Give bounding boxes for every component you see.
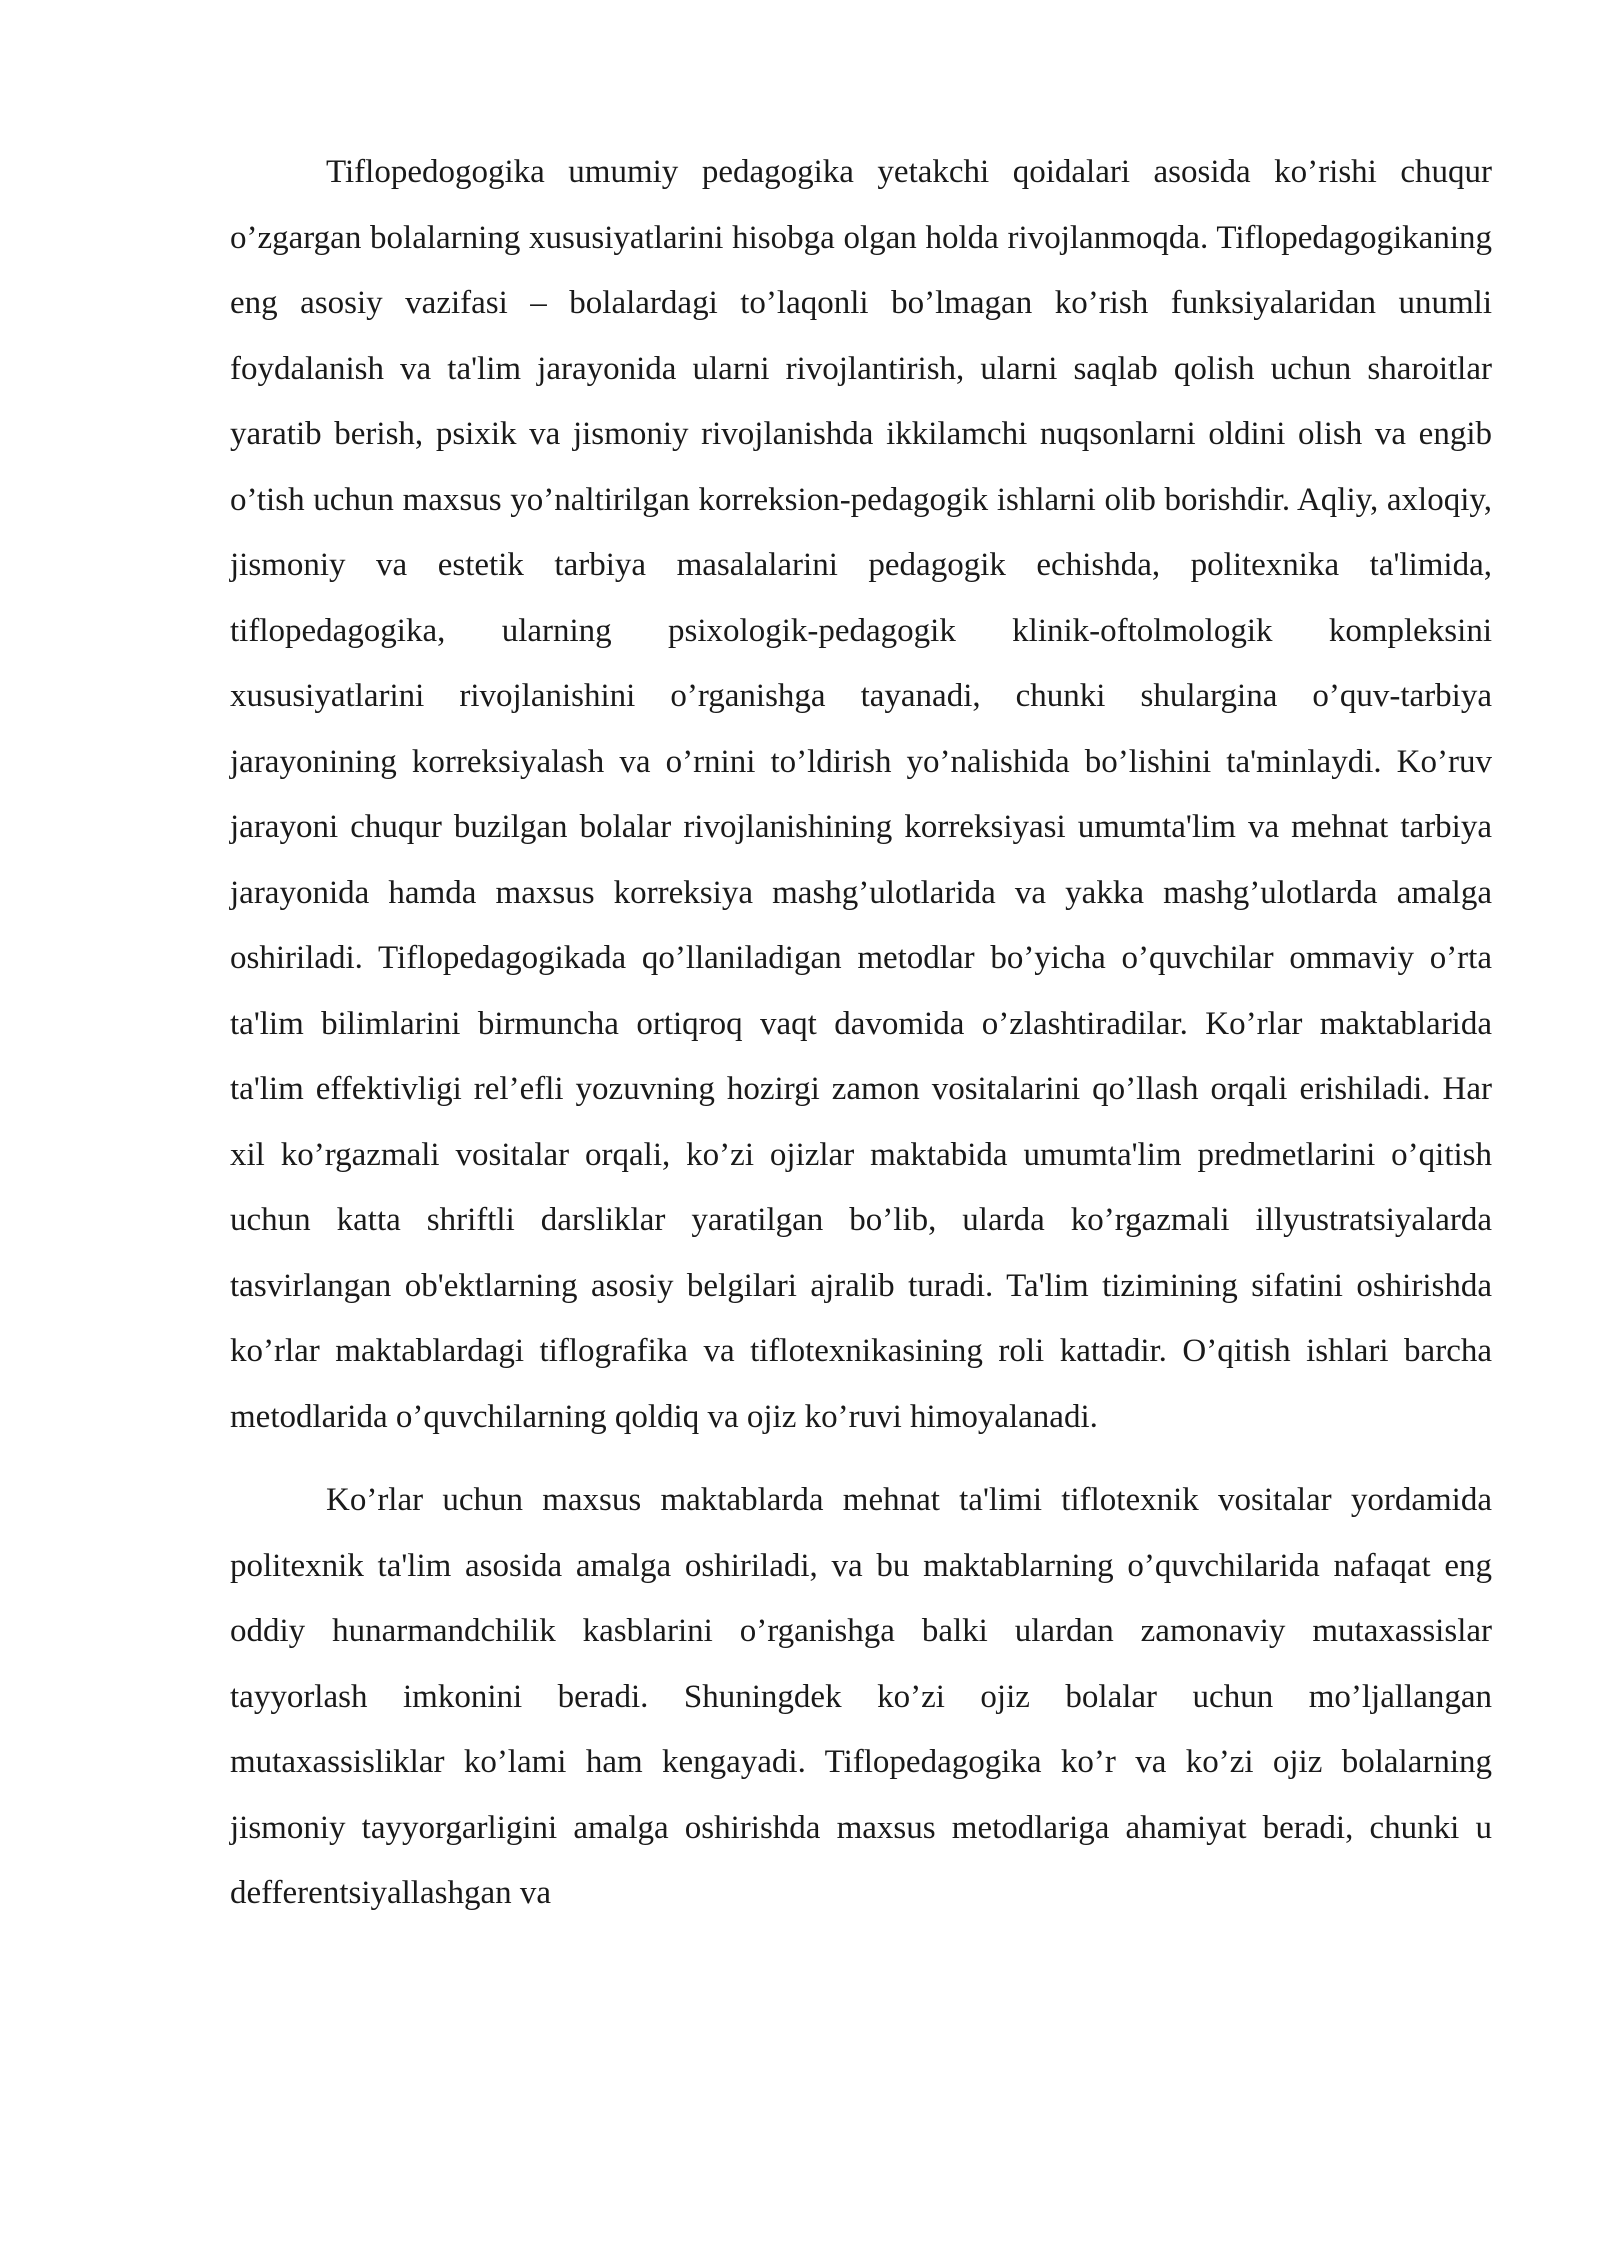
paragraph-2: Ko’rlar uchun maxsus maktablarda mehnat ta'limi tiflotexnik vositalar yordamida politexnik ta'lim asosida amalga oshiriladi, va bu maktablarning o’quvchilarida nafaqat eng oddiy hunarmandchilik kasblarini o’rganishga balki ulardan zamonaviy mutaxassislar tayyorlash imkonini beradi. Shuningdek ko’zi ojiz bolalar uchun mo’ljallangan mutaxassisliklar ko’lami ham kengayadi. Tiflopedagogika ko’r va ko’zi ojiz bolalarning jismoniy tayyorgarligini amalga oshirishda maxsus metodlariga ahamiyat beradi, chunki u defferentsiyallashgan va xyxy=(230,1482,1492,1911)
document-body xyxy=(230,140,1492,1927)
paragraph-1: Tiflopedogogika umumiy pedagogika yetakchi qoidalari asosida ko’rishi chuqur o’zgargan bolalarning xususiyatlarini hisobga olgan holda rivojlanmoqda. Tiflopedagogikaning eng asosiy vazifasi – bolalardagi to’laqonli bo’lmagan ko’rish funksiyalaridan unumli foydalanish va ta'lim jarayonida ularni rivojlantirish, ularni saqlab qolish uchun sharoitlar yaratib berish, psixik va jismoniy rivojlanishda ikkilamchi nuqsonlarni oldini olish va engib o’tish uchun maxsus yo’naltirilgan korreksion-pedagogik ishlarni olib borishdir. Aqliy, axloqiy, jismoniy va estetik tarbiya masalalarini pedagogik echishda, politexnika ta'limida, tiflopedagogika, ularning psixologik-pedagogik klinik-oftolmologik kompleksini xususiyatlarini rivojlanishini o’rganishga tayanadi, chunki shulargina o’quv-tarbiya jarayonining korreksiyalash va o’rnini to’ldirish yo’nalishida bo’lishini ta'minlaydi. Ko’ruv jarayoni chuqur buzilgan bolalar rivojlanishining korreksiyasi umumta'lim va mehnat tarbiya jarayonida hamda maxsus korreksiya mashg’ulotlarida va yakka mashg’ulotlarda amalga oshiriladi. Tiflopedagogikada qo’llaniladigan metodlar bo’yicha o’quvchilar ommaviy o’rta ta'lim bilimlarini birmuncha ortiqroq vaqt davomida o’zlashtiradilar. Ko’rlar maktablarida ta'lim effektivligi rel’efli yozuvning hozirgi zamon vositalarini qo’llash orqali erishiladi. Har xil ko’rgazmali vositalar orqali, ko’zi ojizlar maktabida umumta'lim predmetlarini o’qitish uchun katta shriftli darsliklar yaratilgan bo’lib, ularda ko’rgazmali illyustratsiyalarda tasvirlangan ob'ektlarning asosiy belgilari ajralib turadi. Ta'lim tizimining sifatini oshirishda ko’rlar maktablardagi tiflografika va tiflotexnikasining roli kattadir. O’qitish ishlari barcha metodlarida o’quvchilarning qoldiq va ojiz ko’ruvi himoyalanadi. xyxy=(230,154,1492,1435)
